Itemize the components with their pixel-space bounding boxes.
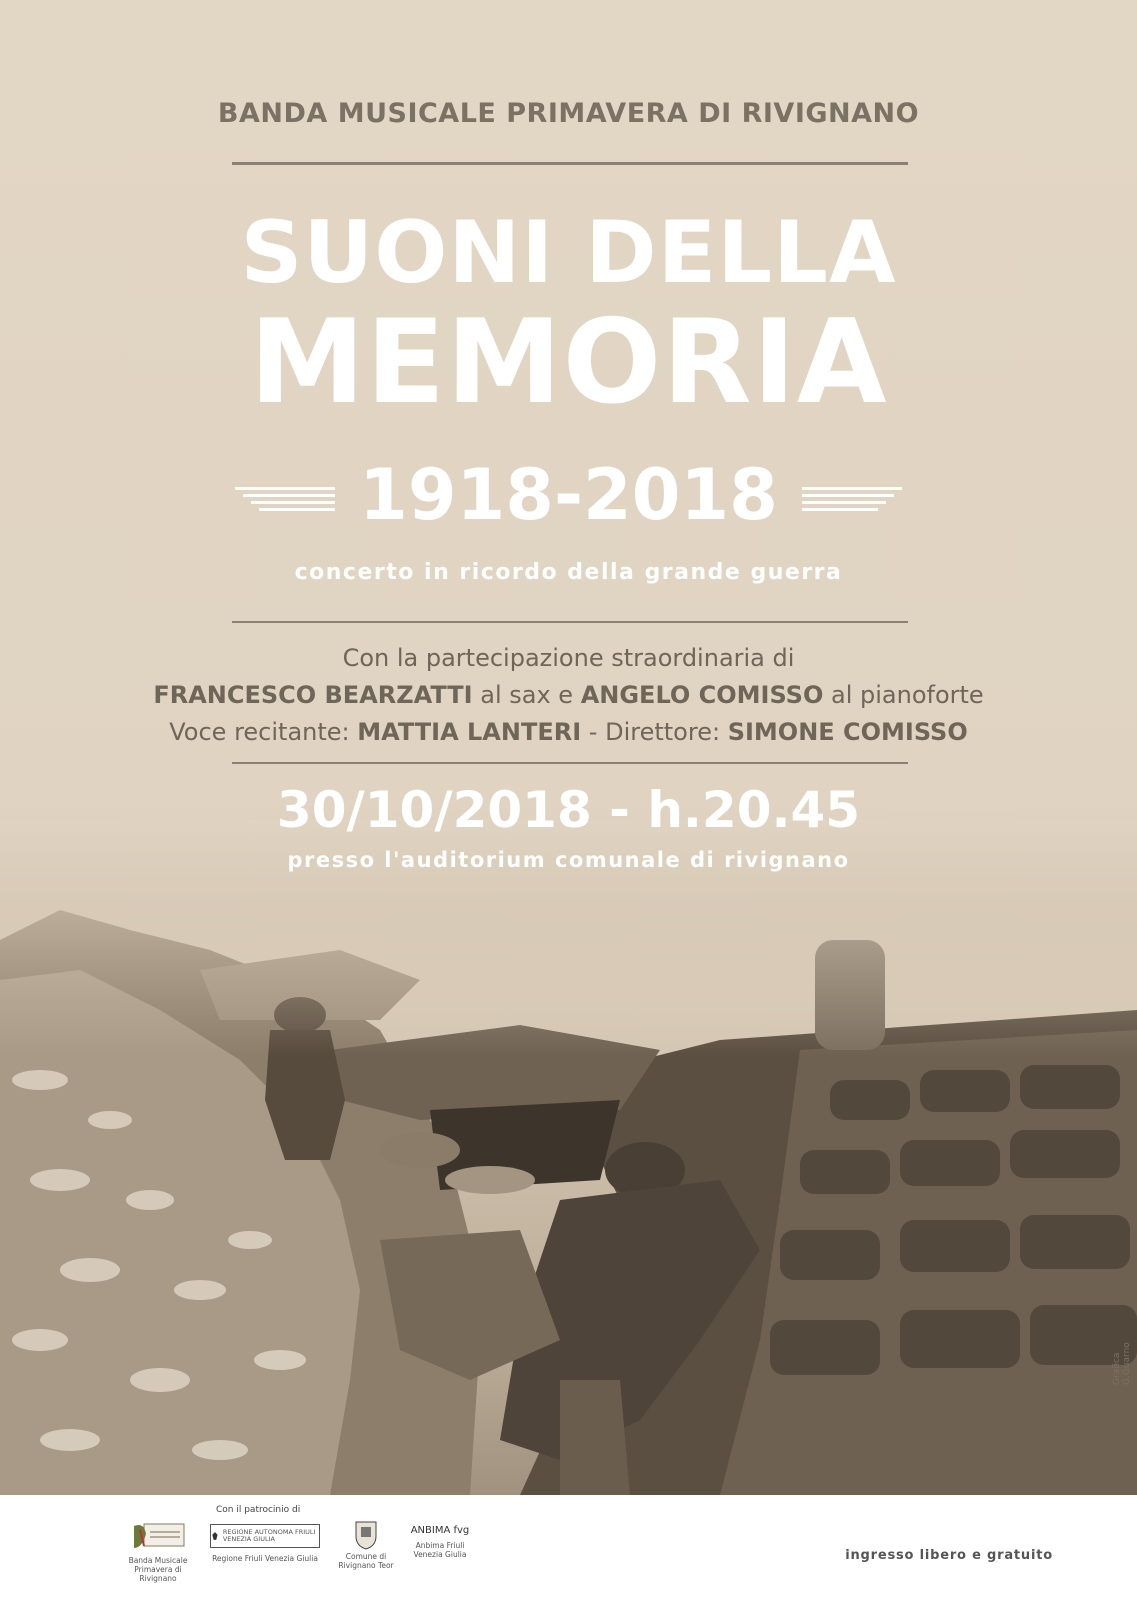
logo-regione xyxy=(210,1524,320,1563)
divider-bottom xyxy=(232,762,908,764)
logo-comune xyxy=(334,1518,398,1570)
artist-2: ANGELO COMISSO xyxy=(580,681,824,709)
logo-anbima-caption: Anbima Friuli Venezia Giulia xyxy=(413,1541,467,1559)
regione-badge: REGIONE AUTONOMA FRIULI VENEZIA GIULIA xyxy=(210,1524,320,1548)
director-label: Direttore: xyxy=(605,718,721,746)
eagle-icon xyxy=(211,1529,219,1543)
divider-middle xyxy=(232,621,908,623)
credits-line-2 xyxy=(0,677,1137,714)
credits-line-1: Con la partecipazione straordinaria di xyxy=(342,644,795,672)
organizer-name: BANDA MUSICALE PRIMAVERA DI RIVIGNANO xyxy=(217,98,920,129)
patronage-label: Con il patrocinio di xyxy=(216,1505,301,1515)
logo-anbima xyxy=(408,1526,472,1559)
event-venue: presso l'auditorium comunale di rivignano xyxy=(287,848,850,872)
narrator: MATTIA LANTERI xyxy=(357,718,582,746)
logo-banda xyxy=(118,1520,198,1583)
years: 1918-2018 xyxy=(359,454,778,536)
credits xyxy=(0,640,1137,751)
director: SIMONE COMISSO xyxy=(727,718,968,746)
title-line-2: MEMORIA xyxy=(249,295,888,430)
artist-1-role: al sax e xyxy=(480,681,574,709)
free-entry: ingresso libero e gratuito xyxy=(845,1548,1053,1563)
coat-of-arms-icon xyxy=(353,1518,379,1550)
anbima-wordmark: ANBIMA fvg xyxy=(410,1525,470,1536)
graphic-credit: Grafica G.Guarno xyxy=(1112,1342,1132,1385)
divider-top xyxy=(232,162,908,165)
trench-photo xyxy=(0,820,1137,1495)
narrator-label: Voce recitante: xyxy=(169,718,350,746)
title-line-1: SUONI DELLA xyxy=(240,203,897,303)
logo-regione-caption: Regione Friuli Venezia Giulia xyxy=(212,1554,318,1563)
subtitle: concerto in ricordo della grande guerra xyxy=(294,560,843,585)
artist-2-role: al pianoforte xyxy=(831,681,984,709)
logo-banda-caption: Banda Musicale Primavera di Rivignano xyxy=(128,1556,188,1583)
decorative-lines-right xyxy=(802,483,902,515)
artist-1: FRANCESCO BEARZATTI xyxy=(153,681,473,709)
separator: - xyxy=(588,718,598,746)
event-date-time: 30/10/2018 - h.20.45 xyxy=(276,781,861,839)
banda-logo-icon xyxy=(130,1520,186,1554)
credits-line-3 xyxy=(0,714,1137,751)
logo-comune-caption: Comune di Rivignano Teor xyxy=(338,1552,394,1570)
